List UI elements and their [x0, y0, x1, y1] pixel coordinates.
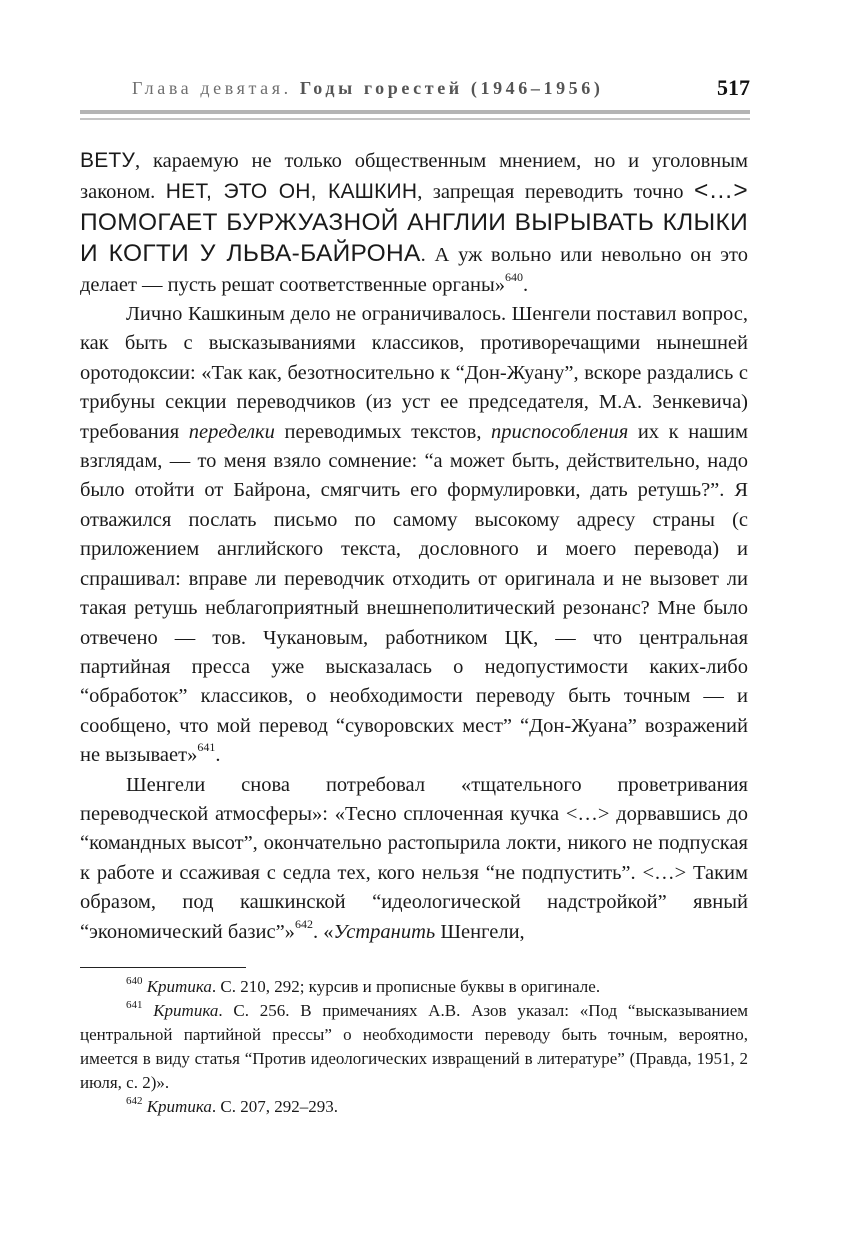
text-run: , караемую не только общественным мнением, но и уголовным законом.	[80, 150, 748, 204]
footnote-text: . С. 210, 292; курсив и прописные буквы в оригинале.	[211, 977, 601, 996]
body-text	[80, 146, 748, 947]
header-rule-thin	[80, 118, 750, 120]
page-number: 517	[717, 75, 750, 100]
footnote-text: . С. 207, 292–293.	[211, 1097, 338, 1116]
running-header	[80, 72, 750, 108]
text-run: Шенгели,	[435, 920, 525, 943]
paragraph-1	[80, 146, 748, 300]
italic-text: переделки	[188, 420, 275, 443]
italic-text: Устранить	[333, 920, 436, 943]
paragraph-2	[80, 300, 748, 771]
text-run: . «	[312, 920, 334, 943]
footnote-640	[80, 975, 748, 999]
footnote-source: Критика	[146, 977, 212, 996]
text-run: их к нашим взглядам, — то меня взяло сомнение: “а может быть, действительно, надо было отойти от Байрона, смягчить его формулировки, дать ретушь?”. Я отважился послать письмо по самому высокому адресу страны (с приложением английского текста, дословного и моего перевода) и спрашивал: вправе ли переводчик отходить от оригинала и не вызовет ли такая ретушь неблагоприятный внешнеполитический резонанс? Мне было отвечено — тов. Чукановым, работником ЦК, — что центральная партийная пресса уже высказалась о недопустимости каких-либо “обработок” классиков, о необходимости переводу быть точным — и сообщено, что мой перевод “суворовских мест” “Дон-Жуана” возражений не вызывает»	[80, 420, 748, 767]
text-run: . А уж вольно или невольно он это делает — пусть решат соответственные органы»	[80, 244, 748, 296]
text-run: .	[523, 273, 529, 296]
footnote-separator	[80, 967, 246, 968]
footnote-number: 641	[126, 999, 143, 1012]
chapter-title: Годы горестей (1946–1956)	[299, 78, 604, 98]
footnote-ref-640[interactable]: 640	[505, 269, 524, 284]
caps-text: <…> ПОМОГАЕТ БУРЖУАЗНОЙ АНГЛИИ ВЫРЫВАТЬ КЛЫКИ И КОГТИ У ЛЬВА-БАЙРОНА	[80, 177, 749, 268]
text-run: .	[215, 744, 221, 767]
text-run: Лично Кашкиным дело не ограничивалось. Шенгели поставил вопрос, как быть с высказываниями классиков, противоречащими нынешней оротодоксии: «Так как, безотносительно к “Дон-Жуану”, вскоре раздались с трибуны секции переводчиков (из уст ее председателя, М.А. Зенкевича) требования	[80, 303, 748, 443]
header-rule-thick	[80, 110, 750, 114]
paragraph-3	[80, 771, 748, 947]
caps-text: НЕТ, ЭТО ОН, КАШКИН	[165, 180, 418, 204]
footnote-source: Критика	[153, 1001, 219, 1020]
footnote-text: . С. 256. В примечаниях А.В. Азов указал: «Под “высказыванием центральной партийной прессы” о необходимости переводу быть точным, вероятно, имеется в виду статья “Против идеологических извращений в литературе” (Правда, 1951, 2 июля, с. 2)».	[80, 1001, 749, 1092]
footnote-641	[80, 999, 748, 1095]
footnote-number: 640	[126, 975, 143, 988]
caps-text: ВЕТУ	[80, 149, 135, 172]
footnote-source: Критика	[146, 1097, 212, 1116]
text-run: переводимых текстов,	[274, 420, 492, 443]
footnote-642	[80, 1095, 748, 1119]
footnote-ref-642[interactable]: 642	[294, 916, 313, 931]
text-run: Шенгели снова потребовал «тщательного проветривания переводческой атмосферы»: «Тесно сплоченная кучка <…> дорвавшись до “командных высот”, окончательно растопырила локти, никого не подпуская к работе и ссаживая с седла тех, кого нельзя “не подпустить”. <…> Таким образом, под кашкинской “идеологической надстройкой” явный “экономический базис”»	[80, 773, 748, 943]
italic-text: приспособления	[491, 420, 629, 443]
footnote-number: 642	[126, 1095, 143, 1108]
text-run: , запрещая переводить точно	[417, 181, 695, 204]
running-head	[132, 78, 603, 99]
chapter-label: Глава девятая.	[132, 78, 292, 98]
footnotes	[80, 975, 748, 1119]
footnote-ref-641[interactable]: 641	[197, 740, 216, 755]
